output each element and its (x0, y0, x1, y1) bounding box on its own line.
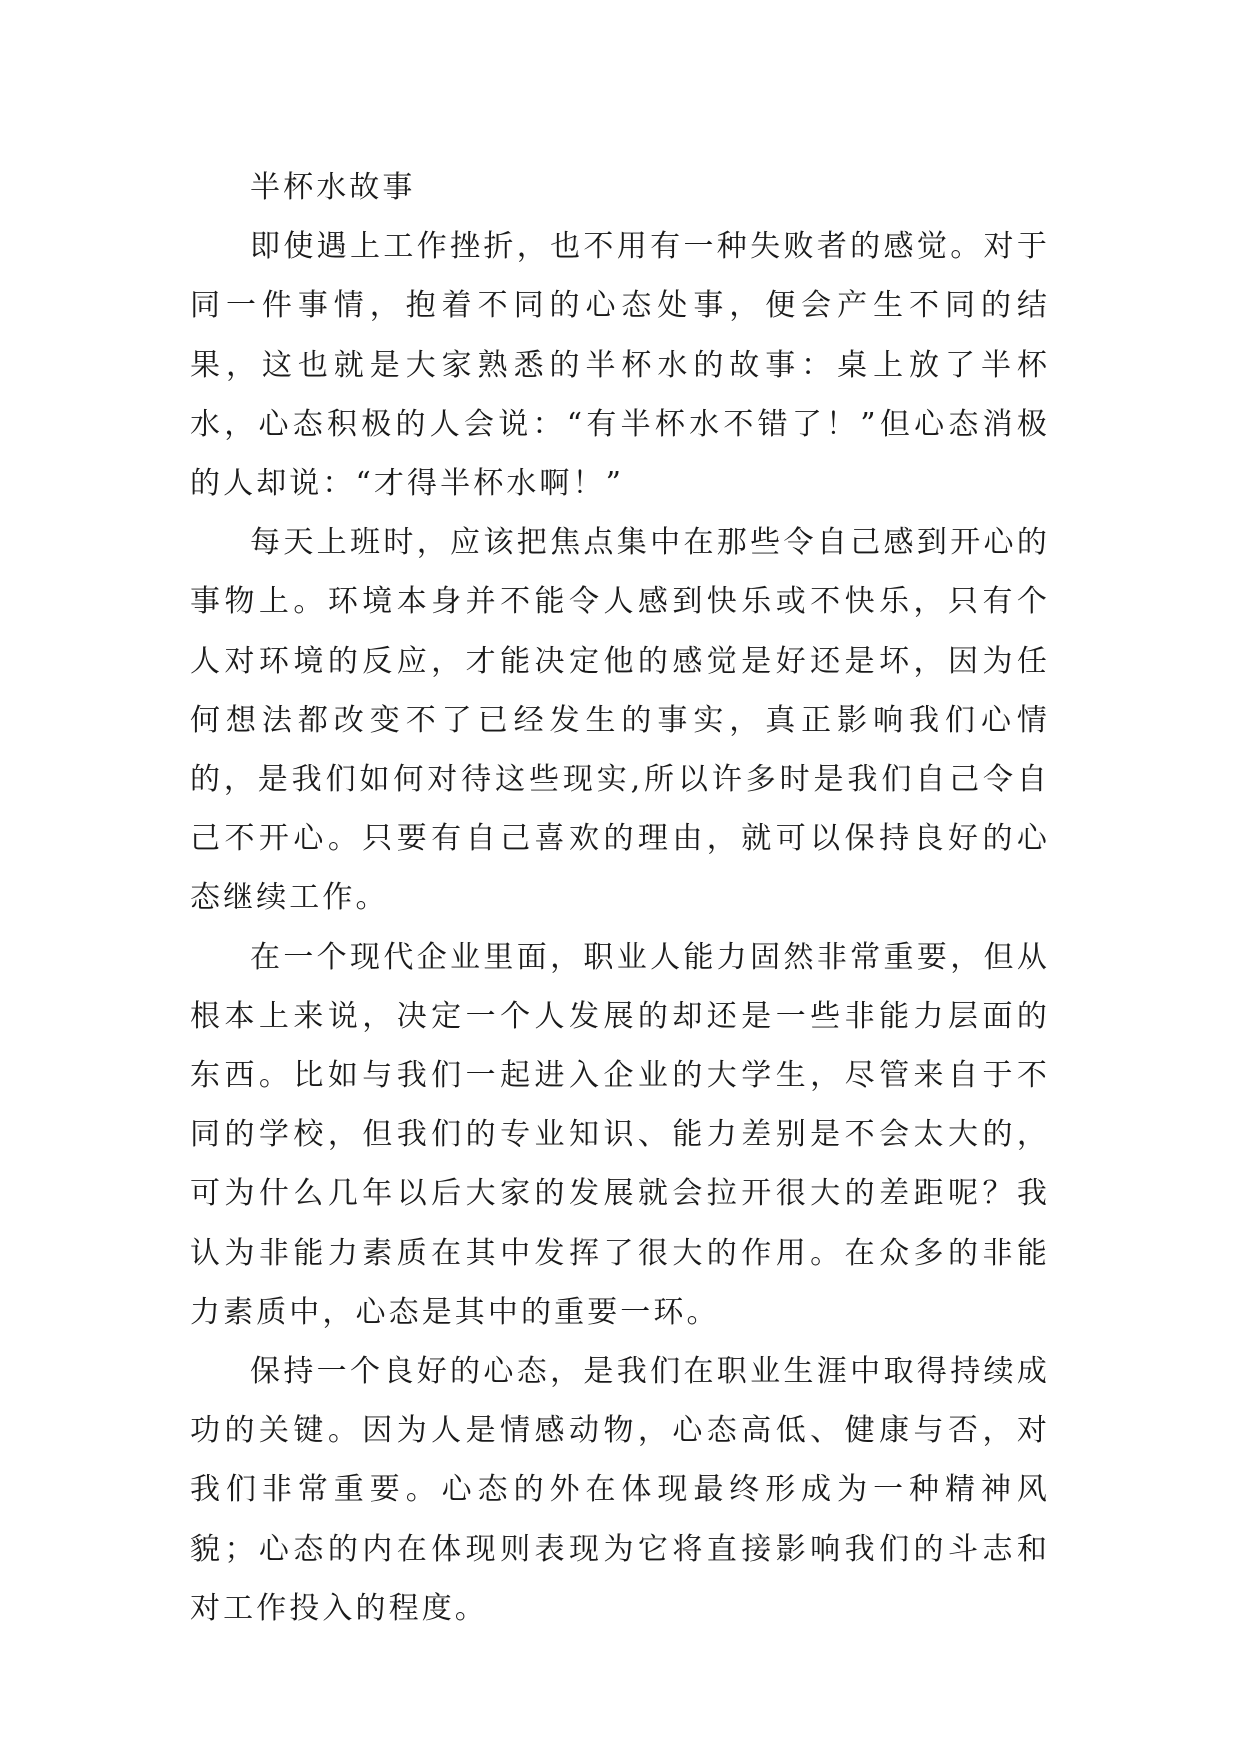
document-title: 半杯水故事 (250, 170, 416, 205)
paragraph-3: 在一个现代企业里面，职业人能力固然非常重要，但从根本上来说，决定一个人发展的却还是一些非能力层面的东西。比如与我们一起进入企业的大学生，尽管来自于不同的学校，但我们的专业知识、能力差别是不会太大的，可为什么几年以后大家的发展就会拉开很大的差距呢？我认为非能力素质在其中发挥了很大的作用。在众多的非能力素质中，心态是其中的重要一环。 (190, 939, 1050, 1330)
document-body (190, 158, 1050, 1638)
paragraph-4: 保持一个良好的心态，是我们在职业生涯中取得持续成功的关键。因为人是情感动物，心态高低、健康与否，对我们非常重要。心态的外在体现最终形成为一种精神风貌；心态的内在体现则表现为它将直接影响我们的斗志和对工作投入的程度。 (190, 1354, 1050, 1626)
paragraph-1: 即使遇上工作挫折，也不用有一种失败者的感觉。对于同一件事情，抱着不同的心态处事，便会产生不同的结果，这也就是大家熟悉的半杯水的故事：桌上放了半杯水，心态积极的人会说：“有半杯水不错了！”但心态消极的人却说：“才得半杯水啊！” (190, 229, 1050, 502)
paragraph-2: 每天上班时，应该把焦点集中在那些令自己感到开心的事物上。环境本身并不能令人感到快乐或不快乐，只有个人对环境的反应，才能决定他的感觉是好还是坏，因为任何想法都改变不了已经发生的事实，真正影响我们心情的，是我们如何对待这些现实,所以许多时是我们自己令自己不开心。只要有自己喜欢的理由，就可以保持良好的心态继续工作。 (190, 525, 1050, 916)
